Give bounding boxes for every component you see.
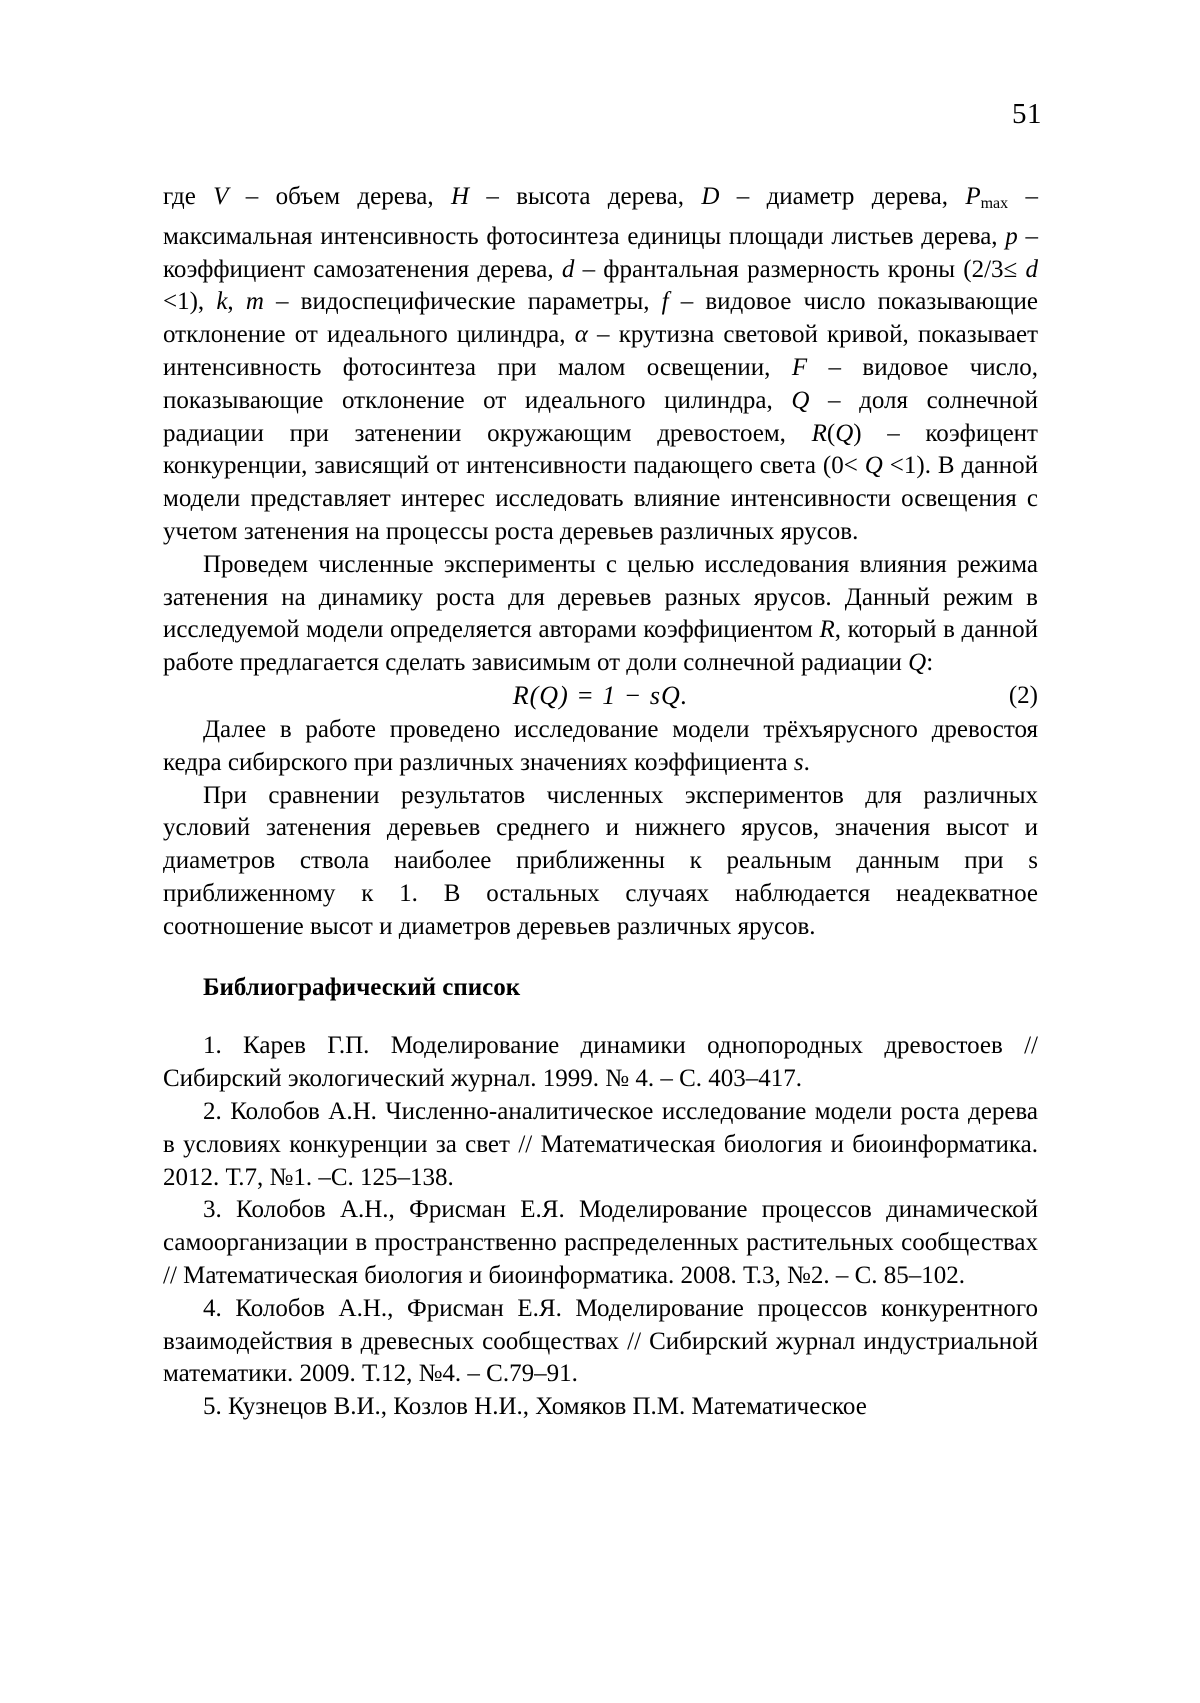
italic-variable: R (811, 419, 827, 447)
bibliography-heading: Библиографический список (203, 973, 521, 1001)
italic-variable: d (561, 255, 575, 283)
subscript: max (980, 195, 1009, 212)
paragraphs-after-formula (163, 714, 1038, 944)
italic-variable: d (1025, 255, 1038, 283)
formula-expression: R(Q) = 1 − sQ. (512, 680, 689, 710)
bibliography-item: 3. Колобов А.Н., Фрисман Е.Я. Моделирование процессов динамической самоорганизации в пространственно распределенных растительных сообществах // Математическая биология и биоинформатика. 2008. Т.3, №2. – С. 85–102. (163, 1196, 1038, 1289)
paragraph-further: Далее в работе проведено исследование модели трёхъярусного древостоя кедра сибирского при различных значениях коэффициента s. (163, 715, 1038, 776)
bibliography-item: 5. Кузнецов В.И., Козлов Н.И., Хомяков П.М. Математическое (203, 1393, 867, 1421)
italic-variable: Q (908, 649, 927, 677)
bibliography-item: 4. Колобов А.Н., Фрисман Е.Я. Моделирование процессов конкурентного взаимодействия в древесных сообществах // Сибирский журнал индустриальной математики. 2009. Т.12, №4. – С.79–91. (163, 1294, 1038, 1388)
italic-variable: k (216, 288, 228, 316)
paragraph-experiments: Проведем численные эксперименты с целью исследования влияния режима затенения на динамику роста для деревьев разных ярусов. Данный режим в исследуемой модели определяется авторами коэффициентом R, который в данной работе предлагается сделать зависимым от доли солнечной радиации Q: (163, 550, 1038, 677)
italic-variable: p (1005, 222, 1018, 250)
bibliography-list (163, 1030, 1038, 1424)
body-text (163, 181, 1038, 1424)
formula-line (163, 680, 1038, 714)
italic-variable: s (793, 748, 804, 776)
italic-variable: Q (835, 419, 854, 447)
paragraph-definitions: где V – объем дерева, H – высота дерева, D – диаметр дерева, $P_{max}$ – максимальная интенсивность фотосинтеза единицы площади листьев дерева, p – коэффициент самозатенения дерева, d – франтальная размерность кроны (2/3≤ d <1), k, m – видоспецифические параметры, f – видовое число показывающие отклонение от идеального цилиндра, α – крутизна световой кривой, показывает интенсивность фотосинтеза при малом освещении, F – видовое число, показывающие отклонение от идеального цилиндра, Q – доля солнечной радиации при затенении окружающим древостоем, R(Q) – коэфицент конкуренции, зависящий от интенсивности падающего света (0< Q <1). В данной модели представляет интерес исследовать влияние интенсивности освещения с учетом затенения на процессы роста деревьев различных ярусов. (163, 183, 1039, 545)
paragraphs-before-formula (163, 181, 1038, 680)
bibliography-item: 2. Колобов А.Н. Численно-аналитическое исследование модели роста дерева в условиях конкуренции за свет // Математическая биология и биоинформатика. 2012. Т.7, №1. –С. 125–138. (163, 1097, 1038, 1191)
italic-variable: V (213, 183, 229, 210)
italic-variable: H (450, 183, 470, 210)
italic-variable: Q (791, 386, 810, 414)
italic-variable: m (245, 288, 264, 316)
italic-variable: D (701, 183, 720, 210)
formula-number: (2) (1008, 681, 1038, 709)
italic-variable: F (791, 353, 808, 381)
bibliography-item: 1. Карев Г.П. Моделирование динамики однопородных древостоев // Сибирский экологический журнал. 1999. № 4. – С. 403–417. (163, 1032, 1038, 1093)
page-number: 51 (1012, 98, 1042, 130)
italic-variable: P (965, 183, 981, 210)
italic-variable: α (574, 321, 588, 349)
italic-variable: f (661, 288, 669, 316)
paragraph-comparison: При сравнении результатов численных экспериментов для различных условий затенения деревьев среднего и нижнего ярусов, значения высот и диаметров ствола наиболее приближенны к реальным данным при s приближенному к 1. В остальных случаях наблюдается неадекватное соотношение высот и диаметров деревьев различных ярусов. (163, 781, 1038, 940)
italic-variable: Q (864, 452, 883, 480)
italic-variable: R (819, 616, 835, 644)
